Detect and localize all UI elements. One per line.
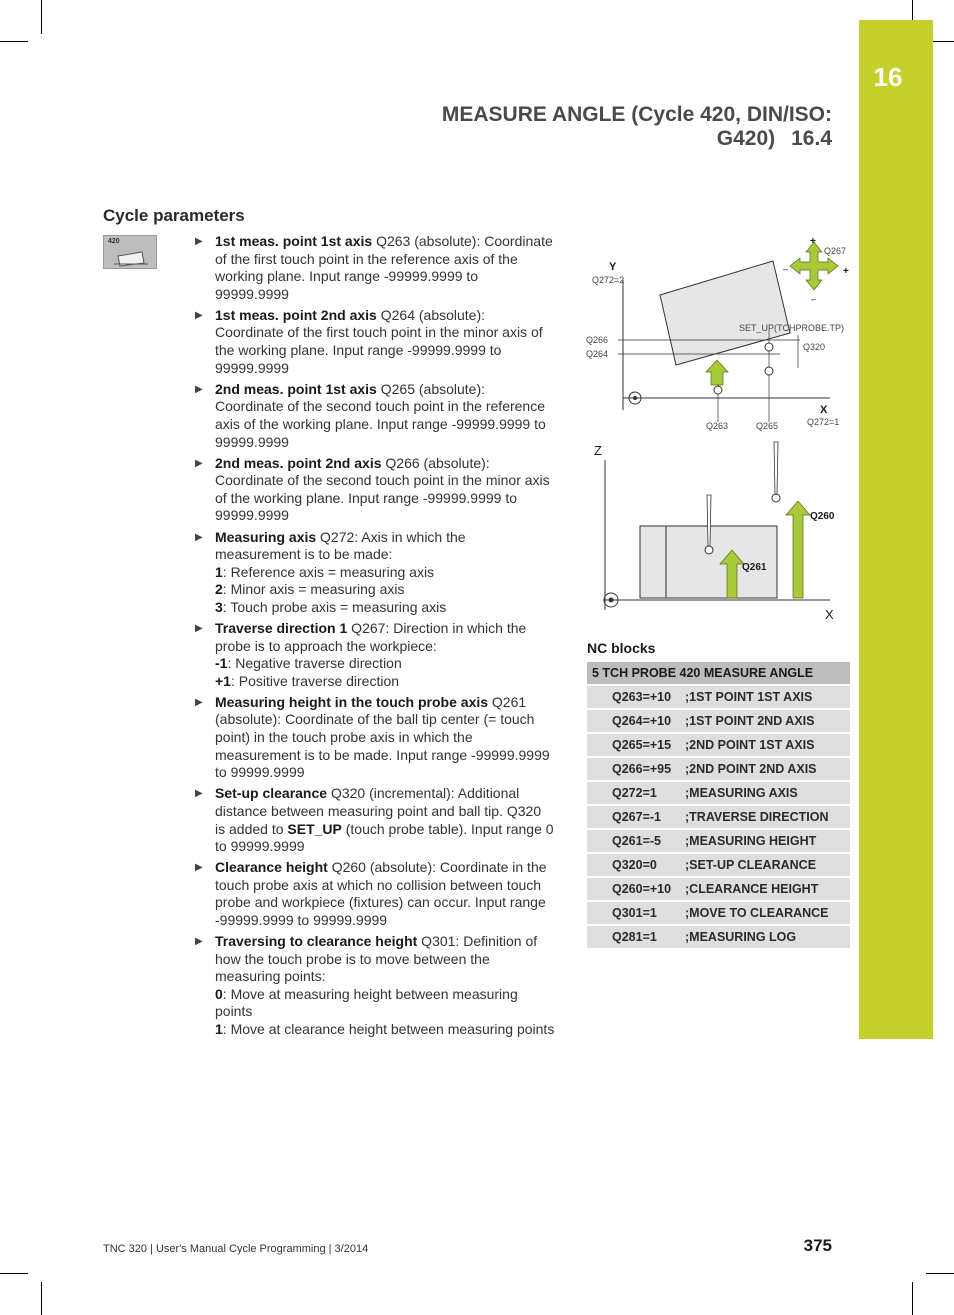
crop-mark bbox=[912, 1282, 913, 1315]
parameter-item bbox=[193, 307, 555, 377]
parameter-text: Q260 (absolute): Coordinate in the touch probe axis at which no collision between touch probe and workpiece (fixtures) can occur. Input range -99999.9999 to 99999.9999 bbox=[215, 859, 547, 928]
parameter-name: 1st meas. point 1st axis bbox=[215, 233, 373, 249]
bullet-arrow-icon: ▶ bbox=[195, 531, 203, 543]
q267-label: Q267 bbox=[824, 246, 847, 256]
option-text: : Reference axis = measuring axis bbox=[222, 563, 435, 580]
header-section: 16.4 bbox=[791, 127, 832, 150]
nc-comment: ;2ND POINT 1ST AXIS bbox=[685, 733, 850, 757]
parameter-text: Q272: Axis in which the measurement is to be made: bbox=[215, 528, 466, 563]
option-key: 2 bbox=[215, 581, 223, 598]
nc-comment: ;TRAVERSE DIRECTION bbox=[685, 805, 850, 829]
nc-comment: ;CLEARANCE HEIGHT bbox=[685, 877, 850, 901]
chapter-tab bbox=[859, 20, 933, 1039]
bullet-arrow-icon: ▶ bbox=[195, 309, 203, 321]
footer: TNC 320 | User's Manual Cycle Programming | 3/2014 bbox=[103, 1243, 369, 1255]
option-key: -1 bbox=[215, 655, 228, 672]
nc-comment: ;1ST POINT 1ST AXIS bbox=[685, 685, 850, 709]
nc-row bbox=[587, 925, 850, 949]
bullet-arrow-icon: ▶ bbox=[195, 788, 203, 800]
parameter-item bbox=[193, 785, 555, 855]
side-view-diagram bbox=[604, 442, 830, 610]
nc-code: Q266=+95 bbox=[587, 757, 685, 781]
parameter-name: Measuring axis bbox=[215, 528, 317, 545]
nc-code: Q261=-5 bbox=[587, 829, 685, 853]
nc-blocks-table bbox=[587, 662, 850, 950]
q265-label: Q265 bbox=[756, 421, 779, 431]
bullet-arrow-icon: ▶ bbox=[195, 862, 203, 874]
nc-row bbox=[587, 709, 850, 733]
nc-row bbox=[587, 733, 850, 757]
parameter-name: 2nd meas. point 1st axis bbox=[215, 380, 377, 397]
crop-mark bbox=[41, 1282, 42, 1315]
crop-mark bbox=[912, 0, 913, 20]
crop-mark bbox=[41, 0, 42, 34]
parameter-item bbox=[193, 455, 555, 525]
crop-mark bbox=[926, 1273, 954, 1274]
bullet-arrow-icon: ▶ bbox=[195, 622, 203, 634]
nc-comment: ;MEASURING HEIGHT bbox=[685, 829, 850, 853]
option-key: 3 bbox=[215, 598, 223, 615]
parameter-item bbox=[193, 620, 555, 690]
nc-row bbox=[587, 685, 850, 709]
x-axis-label-bottom: X bbox=[825, 607, 834, 622]
parameter-text-2: (touch probe table). Input range 0 to 99999.9999 bbox=[215, 820, 554, 855]
q266-label: Q266 bbox=[586, 335, 609, 345]
nc-code: Q272=1 bbox=[587, 781, 685, 805]
nc-row bbox=[587, 853, 850, 877]
nc-comment: ;MEASURING AXIS bbox=[685, 781, 850, 805]
parameter-text: Q261 (absolute): Coordinate of the ball tip center (= touch point) in the touch probe axis in which the measurement is to be made. Input range -99999.9999 to 99999.9999 bbox=[215, 693, 550, 781]
parameter-name: Set-up clearance bbox=[215, 785, 328, 802]
cycle-icon-label: 420 bbox=[108, 238, 120, 245]
nc-row bbox=[587, 781, 850, 805]
plus-top-label: + bbox=[810, 236, 816, 247]
minus-left-label: – bbox=[783, 264, 789, 274]
nc-comment: ;1ST POINT 2ND AXIS bbox=[685, 709, 850, 733]
crop-mark bbox=[0, 41, 28, 42]
parameter-text: Q301: Definition of how the touch probe is to move between the measuring points: bbox=[215, 933, 538, 985]
q260-label: Q260 bbox=[810, 511, 835, 522]
parameter-name: Clearance height bbox=[215, 859, 328, 876]
parameter-text: Q265 (absolute): Coordinate of the second touch point in the reference axis of the working plane. Input range -99999.9999 to 99999.9999 bbox=[215, 380, 546, 450]
q261-label: Q261 bbox=[742, 562, 767, 573]
parameter-item bbox=[193, 859, 555, 929]
parameter-text: Q264 (absolute): Coordinate of the first touch point in the minor axis of the working plane. Input range -99999.9999 to 99999.9999 bbox=[215, 306, 543, 376]
parameter-text: Q266 (absolute): Coordinate of the second touch point in the minor axis of the working plane. Input range -99999.9999 to 99999.9999 bbox=[215, 454, 550, 524]
minus-bottom-label: – bbox=[811, 294, 817, 304]
nc-code: Q267=-1 bbox=[587, 805, 685, 829]
option-text: : Move at clearance height between measuring points bbox=[222, 1021, 555, 1038]
nc-code: Q265=+15 bbox=[587, 733, 685, 757]
z-axis-label: Z bbox=[594, 443, 602, 458]
option-text: : Move at measuring height between measuring points bbox=[215, 985, 518, 1020]
nc-comment: ;SET-UP CLEARANCE bbox=[685, 853, 850, 877]
q272-1-label: Q272=1 bbox=[807, 417, 840, 427]
nc-row bbox=[587, 829, 850, 853]
option-text: : Negative traverse direction bbox=[227, 655, 402, 672]
nc-comment: ;MEASURING LOG bbox=[685, 925, 850, 949]
page-number: 375 bbox=[803, 1236, 832, 1255]
bullet-arrow-icon: ▶ bbox=[195, 457, 203, 469]
nc-code: Q320=0 bbox=[587, 853, 685, 877]
nc-code: Q281=1 bbox=[587, 925, 685, 949]
nc-code: Q301=1 bbox=[587, 901, 685, 925]
bullet-arrow-icon: ▶ bbox=[195, 936, 203, 948]
parameter-name: 1st meas. point 2nd axis bbox=[215, 306, 377, 323]
section-title: Cycle parameters bbox=[103, 206, 245, 225]
parameter-text: Q267: Direction in which the probe is to approach the workpiece: bbox=[215, 619, 527, 654]
option-text: : Positive traverse direction bbox=[230, 672, 400, 689]
parameter-item bbox=[193, 233, 555, 303]
nc-header-row bbox=[587, 662, 850, 685]
parameter-item bbox=[193, 933, 555, 1039]
cycle-shape-icon bbox=[104, 236, 156, 268]
option-text: : Touch probe axis = measuring axis bbox=[222, 598, 447, 615]
option-text: : Minor axis = measuring axis bbox=[222, 581, 405, 598]
nc-comment: ;MOVE TO CLEARANCE bbox=[685, 901, 850, 925]
parameter-emphasis: SET_UP bbox=[287, 820, 342, 837]
parameter-item bbox=[193, 694, 555, 782]
nc-row bbox=[587, 805, 850, 829]
q320-label: Q320 bbox=[803, 342, 826, 352]
plus-right-label: + bbox=[843, 266, 849, 277]
nc-comment: ;2ND POINT 2ND AXIS bbox=[685, 757, 850, 781]
parameter-name: Traverse direction 1 bbox=[215, 619, 348, 636]
parameter-name: Traversing to clearance height bbox=[215, 933, 418, 950]
cycle-icon bbox=[103, 235, 157, 269]
y-axis-label: Y bbox=[609, 261, 617, 273]
parameter-list bbox=[193, 233, 555, 1042]
crop-mark bbox=[0, 1273, 28, 1274]
parameter-item bbox=[193, 529, 555, 617]
q264-label: Q264 bbox=[586, 349, 609, 359]
nc-code: Q264=+10 bbox=[587, 709, 685, 733]
nc-row bbox=[587, 877, 850, 901]
chapter-number: 16 bbox=[873, 62, 903, 92]
q263-label: Q263 bbox=[706, 421, 729, 431]
option-key: 1 bbox=[215, 1021, 223, 1038]
parameter-text: Q320 (incremental): Additional distance between measuring point and ball tip. Q320 is added to bbox=[215, 785, 542, 837]
nc-header: 5 TCH PROBE 420 MEASURE ANGLE bbox=[587, 662, 850, 685]
nc-blocks-title: NC blocks bbox=[587, 640, 656, 656]
nc-code: Q260=+10 bbox=[587, 877, 685, 901]
nc-row bbox=[587, 901, 850, 925]
bullet-arrow-icon: ▶ bbox=[195, 696, 203, 708]
header-title: MEASURE ANGLE (Cycle 420, DIN/ISO: G420) bbox=[441, 103, 832, 150]
nc-row bbox=[587, 757, 850, 781]
x-axis-label: X bbox=[820, 404, 828, 416]
nc-code: Q263=+10 bbox=[587, 685, 685, 709]
option-key: +1 bbox=[215, 672, 231, 689]
setup-label: SET_UP(TCHPROBE.TP) bbox=[739, 323, 845, 333]
bullet-arrow-icon: ▶ bbox=[195, 236, 203, 247]
parameter-item bbox=[193, 381, 555, 451]
parameter-name: 2nd meas. point 2nd axis bbox=[215, 454, 382, 471]
q272-2-label: Q272=2 bbox=[592, 275, 625, 285]
option-key: 1 bbox=[215, 563, 223, 580]
option-key: 0 bbox=[215, 985, 223, 1002]
bullet-arrow-icon: ▶ bbox=[195, 383, 203, 395]
parameter-name: Measuring height in the touch probe axis bbox=[215, 693, 489, 710]
parameter-text: Q263 (absolute): Coordinate of the first touch point in the reference axis of the working plane. Input range -99999.9999 to 99999.9999 bbox=[215, 233, 553, 302]
page-header bbox=[330, 103, 832, 151]
